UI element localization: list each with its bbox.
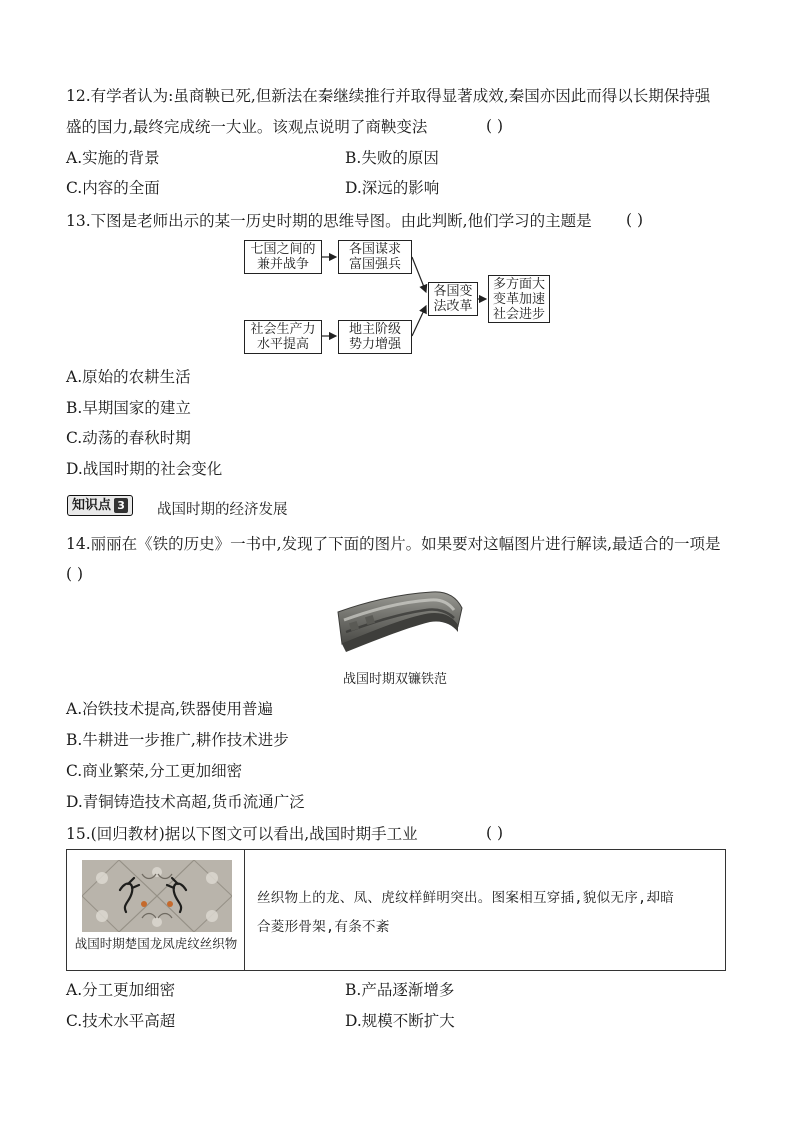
q15-answer-paren[interactable]: ( ) <box>486 824 504 842</box>
q15-figure-table <box>66 849 726 971</box>
box-wars-line2: 兼并战争 <box>256 257 309 272</box>
box-productivity-line2: 水平提高 <box>256 337 309 352</box>
q12-option-b[interactable]: B.失败的原因 <box>345 149 439 167</box>
box-progress-line1: 多方面大 <box>492 277 545 292</box>
box-reform-line1: 各国变 <box>433 284 473 299</box>
q12-option-d[interactable]: D.深远的影响 <box>345 179 440 197</box>
box-strength-line2: 富国强兵 <box>348 257 401 272</box>
q15-stem: 15.(回归教材)据以下图文可以看出,战国时期手工业 <box>66 825 418 843</box>
knowledge-point-number: 3 <box>114 498 128 513</box>
q13-answer-paren[interactable]: ( ) <box>626 211 644 229</box>
mind-map-box-productivity <box>244 320 322 354</box>
knowledge-point-label: 知识点 <box>72 498 112 513</box>
iron-mold-caption: 战国时期双镰铁范 <box>343 672 448 687</box>
knowledge-point-badge <box>67 495 133 516</box>
iron-mold-image <box>336 586 464 658</box>
q12-option-c[interactable]: C.内容的全面 <box>66 179 160 197</box>
mind-map-box-reform <box>428 282 478 316</box>
q12-stem-line1: 12.有学者认为:虽商鞅已死,但新法在秦继续推行并取得显著成效,秦国亦因此而得以长期保持强 <box>66 87 711 105</box>
silk-fabric-image <box>82 860 232 932</box>
q12-option-a[interactable]: A.实施的背景 <box>66 149 160 167</box>
box-productivity-line1: 社会生产力 <box>250 322 316 337</box>
mind-map-box-landlord <box>338 320 412 354</box>
q15-option-a[interactable]: A.分工更加细密 <box>66 981 176 999</box>
box-landlord-line2: 势力增强 <box>348 337 401 352</box>
box-progress-line2: 变革加速 <box>492 292 545 307</box>
q14-option-a[interactable]: A.冶铁技术提高,铁器使用普遍 <box>66 700 274 718</box>
table-divider <box>244 850 245 970</box>
box-reform-line2: 法改革 <box>433 299 473 314</box>
knowledge-point-title: 战国时期的经济发展 <box>157 502 288 518</box>
q13-option-d[interactable]: D.战国时期的社会变化 <box>66 460 223 478</box>
q13-option-a[interactable]: A.原始的农耕生活 <box>66 368 191 386</box>
q13-option-c[interactable]: C.动荡的春秋时期 <box>66 429 191 447</box>
box-progress-line3: 社会进步 <box>492 307 545 322</box>
description-line1: 丝织物上的龙、凤、虎纹样鲜明突出。图案相互穿插,貌似无序,却暗 <box>257 890 675 906</box>
arrow-b2-b5 <box>412 257 426 292</box>
q14-option-c[interactable]: C.商业繁荣,分工更加细密 <box>66 762 243 780</box>
mind-map <box>236 236 566 360</box>
q12-stem-line2: 盛的国力,最终完成统一大业。该观点说明了商鞅变法 <box>66 118 428 136</box>
q13-stem: 13.下图是老师出示的某一历史时期的思维导图。由此判断,他们学习的主题是 <box>66 212 592 230</box>
q14-stem: 14.丽丽在《铁的历史》一书中,发现了下面的图片。如果要对这幅图片进行解读,最适合的一项是 <box>66 535 721 553</box>
q13-option-b[interactable]: B.早期国家的建立 <box>66 399 191 417</box>
silk-fabric-caption: 战国时期楚国龙凤虎纹丝织物 <box>74 936 238 951</box>
q12-answer-paren[interactable]: ( ) <box>486 117 504 135</box>
q14-option-d[interactable]: D.青铜铸造技术高超,货币流通广泛 <box>66 793 305 811</box>
q14-option-b[interactable]: B.牛耕进一步推广,耕作技术进步 <box>66 731 289 749</box>
q14-answer-paren[interactable]: ( ) <box>66 565 84 583</box>
box-strength-line1: 各国谋求 <box>348 242 401 257</box>
description-line2: 合菱形骨架,有条不紊 <box>257 919 390 935</box>
box-wars-line1: 七国之间的 <box>250 242 316 257</box>
arrow-b4-b5 <box>412 306 426 336</box>
mind-map-box-wars <box>244 240 322 274</box>
box-landlord-line1: 地主阶级 <box>348 322 401 337</box>
mind-map-box-strength <box>338 240 412 274</box>
silk-fabric-description <box>257 884 719 942</box>
mind-map-box-progress <box>488 275 550 323</box>
q15-option-d[interactable]: D.规模不断扩大 <box>345 1012 455 1030</box>
q15-option-c[interactable]: C.技术水平高超 <box>66 1012 176 1030</box>
q15-option-b[interactable]: B.产品逐渐增多 <box>345 981 455 999</box>
